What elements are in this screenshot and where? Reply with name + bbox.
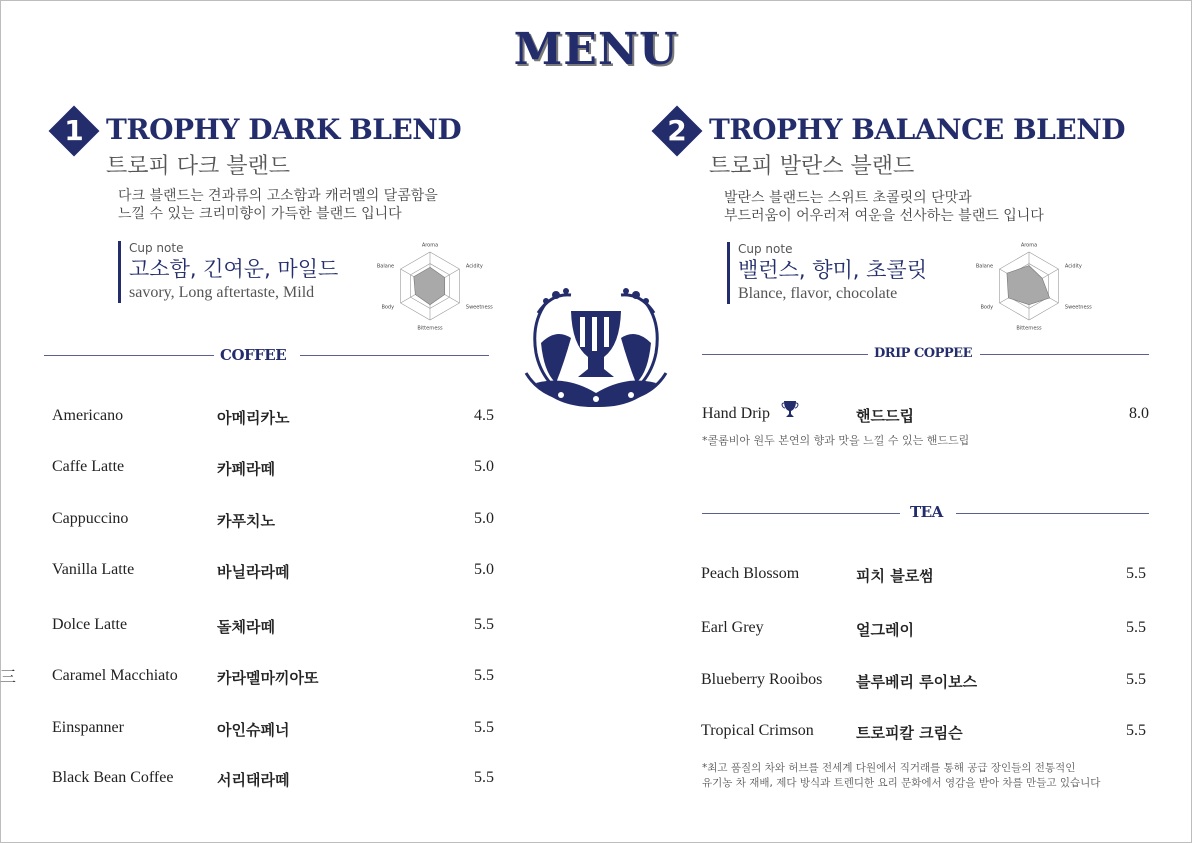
item-name-kr: 블루베리 루이보스 (856, 673, 978, 691)
item-name-en: Earl Grey (701, 619, 764, 636)
blend1-radar-chart (376, 240, 493, 332)
radar-axis-label: Body (381, 304, 395, 311)
radar-value-area (414, 267, 445, 304)
drip-divider-left (702, 354, 868, 355)
item-name-kr: 돌체라떼 (217, 618, 275, 636)
item-price: 5.0 (474, 561, 494, 578)
item-name-en: Caffe Latte (52, 458, 125, 475)
item-name-kr: 트로피칼 크림슨 (856, 724, 963, 742)
blend1-number: 1 (64, 114, 84, 147)
item-name-en: Tropical Crimson (701, 722, 814, 739)
item-price: 5.5 (1126, 671, 1146, 688)
blend2-title: TROPHY BALANCE BLEND (709, 113, 1126, 146)
menu-item (702, 403, 1150, 427)
item-price: 5.5 (1126, 619, 1146, 636)
item-name-en: Peach Blossom (701, 565, 800, 582)
item-price: 5.5 (474, 769, 494, 786)
item-name-kr: 바닐라라떼 (217, 563, 290, 581)
edge-mark: 三 (0, 667, 17, 686)
menu-item (52, 665, 498, 689)
tea-divider-right (956, 513, 1149, 514)
tea-note-line: 유기농 차 재배, 제다 방식과 트렌디한 요리 문화에서 영감을 받아 차를 만들고 있습니다 (702, 777, 1101, 789)
menu-item (52, 508, 498, 532)
item-name-kr: 피치 블로썸 (856, 567, 934, 585)
item-price: 5.5 (474, 616, 494, 633)
radar-axis-label: Sweetness (1064, 304, 1092, 311)
item-price: 5.0 (474, 510, 494, 527)
blend1-title: TROPHY DARK BLEND (106, 113, 462, 146)
menu-title: MENU (513, 24, 679, 75)
tea-note-line: *최고 품질의 차와 허브를 전세계 다원에서 직거래를 통해 공급 장인들의 전통적인 (702, 762, 1076, 774)
radar-axis-label: Aroma (1020, 242, 1038, 249)
blend1-number-badge (49, 106, 100, 157)
radar-axis-label: Bitterness (1016, 325, 1042, 332)
tea-divider-left (702, 513, 900, 514)
radar-axis-label: Aroma (421, 242, 439, 249)
cup-note-kr: 밸런스, 향미, 초콜릿 (738, 258, 927, 282)
item-name-en: Vanilla Latte (52, 561, 135, 578)
item-name-en: Einspanner (52, 719, 124, 736)
item-name-en: Black Bean Coffee (52, 769, 174, 786)
item-name-en: Cappuccino (52, 510, 129, 527)
item-name-en: Caramel Macchiato (52, 667, 178, 684)
blend1-description (118, 187, 438, 223)
item-price: 5.5 (1126, 722, 1146, 739)
blend1-description-line: 느낄 수 있는 크리미향이 가득한 블랜드 입니다 (118, 206, 402, 222)
item-name-kr: 서리태라떼 (217, 771, 290, 789)
item-name-kr: 아메리카노 (217, 409, 290, 427)
radar-axis-label: Balane (975, 263, 994, 270)
menu-item (701, 563, 1150, 587)
item-name-en: Americano (52, 407, 124, 424)
item-name-kr: 얼그레이 (856, 621, 914, 639)
menu-item (52, 559, 498, 583)
blend1-description-line: 다크 블랜드는 견과류의 고소함과 캐러멜의 달콤함을 (118, 188, 438, 204)
menu-item (52, 717, 498, 741)
item-name-en: Blueberry Rooibos (701, 671, 823, 688)
coffee-divider-right (300, 355, 489, 356)
item-name-kr: 카라멜마끼아또 (217, 669, 319, 687)
item-price: 4.5 (474, 407, 494, 424)
cup-note-en: Blance, flavor, chocolate (738, 285, 898, 302)
radar-axis-label: Body (980, 304, 994, 311)
drip-note: *콜롬비아 원두 본연의 향과 맛을 느낄 수 있는 핸드드립 (702, 434, 970, 447)
coffee-section-label: COFFEE (220, 346, 287, 364)
blend1-title-kr: 트로피 다크 블랜드 (106, 154, 291, 179)
menu-item (52, 456, 498, 480)
menu-item (52, 405, 498, 429)
item-name-kr: 핸드드립 (856, 407, 914, 425)
item-name-kr: 카푸치노 (217, 512, 275, 530)
item-name-en: Dolce Latte (52, 616, 128, 633)
item-name-kr: 아인슈페너 (217, 721, 290, 739)
blend2-title-kr: 트로피 발란스 블랜드 (709, 154, 915, 179)
menu-item (52, 614, 498, 638)
item-price: 5.0 (474, 458, 494, 475)
item-name-kr: 카페라떼 (217, 460, 275, 478)
item-name-en: Hand Drip (702, 405, 770, 422)
menu-item (701, 720, 1150, 744)
tea-note (702, 761, 1100, 791)
tea-section-label: TEA (910, 503, 943, 521)
trophy-crest-icon (516, 283, 676, 413)
drip-divider-right (980, 354, 1149, 355)
menu-item (701, 617, 1150, 641)
radar-axis-label: Sweetness (465, 304, 493, 311)
blend2-number: 2 (667, 114, 687, 147)
cup-note-label: Cup note (129, 241, 184, 255)
item-price: 8.0 (1129, 405, 1149, 422)
blend2-cup-note (727, 242, 927, 304)
cup-note-kr: 고소함, 긴여운, 마일드 (129, 257, 339, 281)
item-price: 5.5 (474, 667, 494, 684)
drip-section-label: DRIP COPPEE (874, 346, 972, 361)
radar-axis-label: Bitterness (417, 325, 443, 332)
menu-item (52, 767, 498, 791)
cup-note-en: savory, Long aftertaste, Mild (129, 284, 315, 301)
blend2-radar-chart (975, 240, 1092, 332)
blend2-description-line: 부드러움이 어우러져 여운을 선사하는 블랜드 입니다 (724, 208, 1044, 224)
blend1-cup-note (118, 241, 338, 303)
radar-axis-label: Acidity (465, 263, 483, 270)
radar-axis-label: Balane (376, 263, 395, 270)
blend2-number-badge (652, 106, 703, 157)
blend2-description (724, 189, 1044, 225)
trophy-cup-icon (782, 400, 798, 420)
coffee-divider-left (44, 355, 214, 356)
blend2-description-line: 발란스 블랜드는 스위트 초콜릿의 단맛과 (724, 190, 972, 206)
cup-note-label: Cup note (738, 242, 793, 256)
menu-item (701, 669, 1150, 693)
radar-axis-label: Acidity (1064, 263, 1082, 270)
item-price: 5.5 (1126, 565, 1146, 582)
item-price: 5.5 (474, 719, 494, 736)
